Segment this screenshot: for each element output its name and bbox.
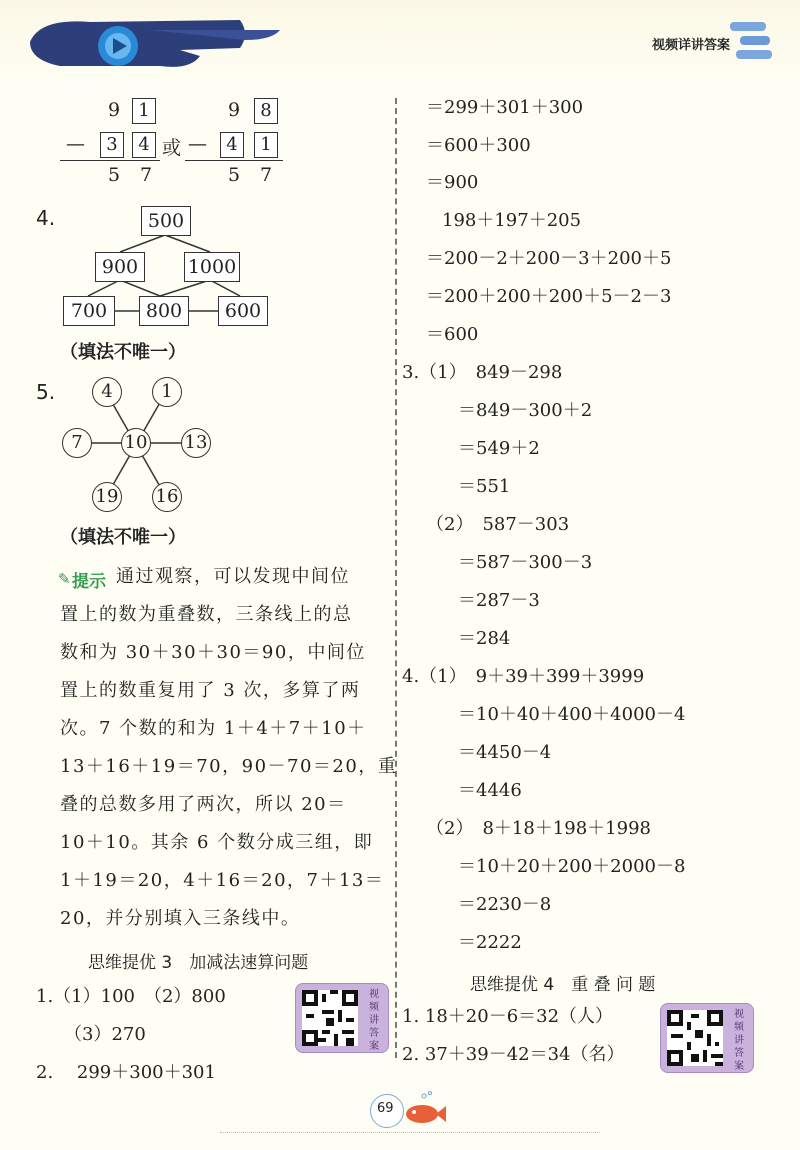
circle-right: 13 bbox=[181, 428, 211, 458]
q4-2-step-1: ＝10＋20＋200＋2000－8 bbox=[458, 856, 686, 877]
q4-2-head: （2） 8＋18＋198＋1998 bbox=[426, 818, 651, 839]
hint-line-3: 数和为 30＋30＋30＝90，中间位 bbox=[60, 642, 366, 663]
question-4-number: 4. bbox=[36, 206, 56, 230]
section-3-title: 思维提优 3 加减法速算问题 bbox=[88, 953, 309, 973]
s4-answer-1: 1. 18＋20－6＝32（人） bbox=[402, 1006, 614, 1027]
circle-left: 7 bbox=[62, 428, 92, 458]
hint-line-10: 20，并分别填入三条线中。 bbox=[60, 908, 301, 929]
q4-2-step-2: ＝2230－8 bbox=[458, 894, 552, 915]
circle-bottom-right: 16 bbox=[152, 482, 182, 512]
q4-1-step-1: ＝10＋40＋400＋4000－4 bbox=[458, 704, 686, 725]
hint-line-5: 次。7 个数的和为 1＋4＋7＋10＋ bbox=[60, 718, 367, 739]
q3-2-step-1: ＝587－300－3 bbox=[458, 552, 593, 573]
page-number: 69 bbox=[377, 1101, 394, 1116]
q3-1-step-2: ＝549＋2 bbox=[458, 438, 540, 459]
hint-line-9: 1＋19＝20，4＋16＝20，7＋13＝ bbox=[60, 870, 385, 891]
s3-answer-1-3: （3）270 bbox=[64, 1024, 146, 1045]
tree-box-mid-left: 900 bbox=[95, 252, 145, 282]
tree-box-bottom-right: 600 bbox=[218, 296, 268, 326]
q4-1-step-3: ＝4446 bbox=[458, 780, 522, 801]
s3-answer-2: 2. 299＋300＋301 bbox=[36, 1062, 216, 1083]
q4-note: （填法不唯一） bbox=[60, 342, 186, 363]
section-4-title: 思维提优 4 重 叠 问 题 bbox=[470, 975, 656, 995]
r-line-7: ＝600 bbox=[426, 324, 479, 345]
circle-center: 10 bbox=[121, 428, 151, 458]
q5-note: （填法不唯一） bbox=[60, 527, 186, 548]
r-line-1: ＝299＋301＋300 bbox=[426, 97, 584, 118]
q3-1-step-1: ＝849－300＋2 bbox=[458, 400, 593, 421]
r-line-2: ＝600＋300 bbox=[426, 135, 531, 156]
circle-top-right: 1 bbox=[152, 377, 182, 407]
q4-1-step-2: ＝4450－4 bbox=[458, 742, 552, 763]
footer-rule bbox=[220, 1132, 600, 1133]
fish-icon bbox=[400, 1090, 450, 1130]
qr-code-right[interactable]: 视频讲答案 bbox=[660, 1003, 754, 1073]
q3-2-step-2: ＝287－3 bbox=[458, 590, 540, 611]
hint-line-1: 通过观察，可以发现中间位 bbox=[116, 566, 350, 587]
hint-line-2: 置上的数为重叠数，三条线上的总 bbox=[60, 604, 353, 625]
s3-answer-1: 1.（1）100 （2）800 bbox=[36, 986, 226, 1007]
pencil-icon: ✎ bbox=[58, 570, 71, 588]
q4-1-head: 4.（1） 9＋39＋399＋3999 bbox=[402, 666, 645, 687]
circle-top-left: 4 bbox=[92, 377, 122, 407]
circle-bottom-left: 19 bbox=[92, 482, 122, 512]
hint-label: 提示 bbox=[72, 572, 106, 592]
q3-2-step-3: ＝284 bbox=[458, 628, 511, 649]
video-answer-label: 视频详讲答案 bbox=[652, 38, 731, 53]
question-5-number: 5. bbox=[36, 380, 56, 404]
q3-1-step-3: ＝551 bbox=[458, 476, 511, 497]
qr-code-left[interactable]: 视频讲答案 bbox=[295, 983, 389, 1053]
hint-line-7: 叠的总数多用了两次，所以 20＝ bbox=[60, 794, 347, 815]
q3-2-head: （2） 587－303 bbox=[426, 514, 570, 535]
r-line-6: ＝200＋200＋200＋5－2－3 bbox=[426, 286, 672, 307]
qr-icon bbox=[667, 1010, 723, 1066]
r-line-3: ＝900 bbox=[426, 172, 479, 193]
hint-line-6: 13＋16＋19＝70，90－70＝20，重 bbox=[60, 756, 398, 777]
tree-box-bottom-mid: 800 bbox=[139, 296, 189, 326]
hint-line-8: 10＋10。其余 6 个数分成三组，即 bbox=[60, 832, 374, 853]
q3-1-head: 3.（1） 849－298 bbox=[402, 362, 563, 383]
tree-box-top: 500 bbox=[141, 206, 191, 236]
tree-box-mid-right: 1000 bbox=[184, 252, 240, 282]
hint-line-4: 置上的数重复用了 3 次，多算了两 bbox=[60, 680, 361, 701]
qr-icon bbox=[302, 990, 358, 1046]
s4-answer-2: 2. 37＋39－42＝34（名） bbox=[402, 1044, 625, 1065]
r-line-5: ＝200－2＋200－3＋200＋5 bbox=[426, 248, 672, 269]
r-line-4: 198＋197＋205 bbox=[442, 210, 582, 231]
q4-2-step-3: ＝2222 bbox=[458, 932, 522, 953]
or-word: 或 bbox=[162, 137, 182, 159]
tree-box-bottom-left: 700 bbox=[63, 296, 115, 326]
